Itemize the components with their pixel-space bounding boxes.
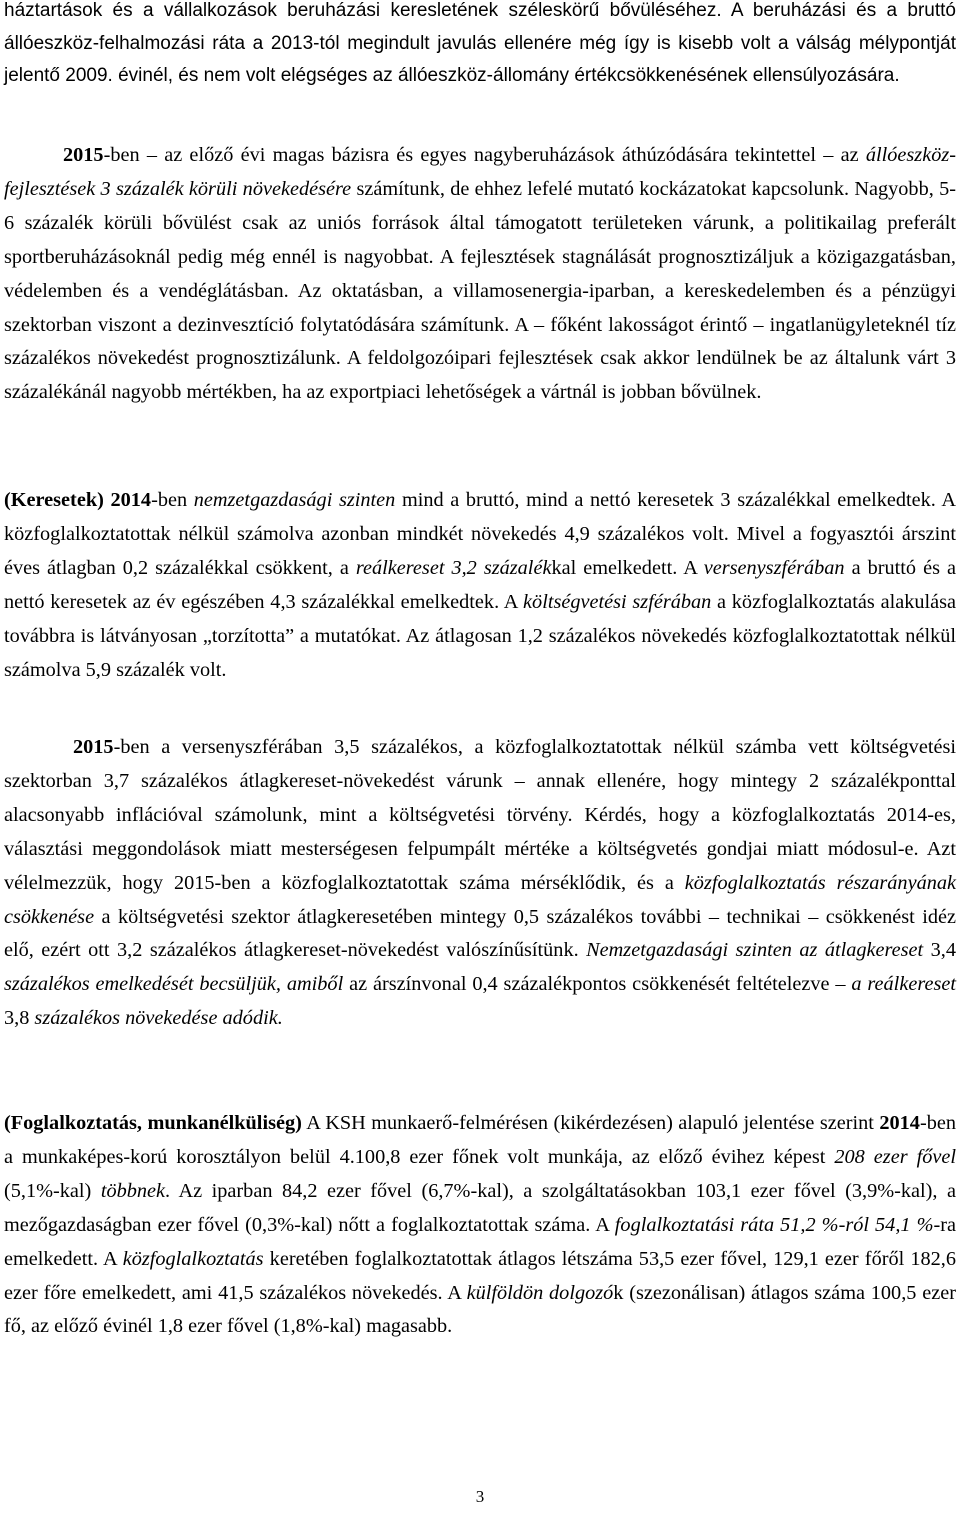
emphasis-text: közfoglalkoztatás: [122, 1247, 264, 1270]
text-span: A KSH munkaerő-felmérésen (kikérdezésen) alapuló jelentése szerint: [301, 1112, 880, 1134]
paragraph-wage-forecast: [4, 731, 956, 1036]
section-heading-employment: (Foglalkoztatás, munkanélküliség): [4, 1112, 302, 1134]
section-heading-wages: (Keresetek): [4, 489, 104, 511]
emphasis-text: közfoglalkoztatás részarányának csökkenése: [4, 871, 956, 928]
text-span: számítunk, de ehhez lefelé mutató kockázatokat kapcsolunk.: [351, 177, 855, 200]
year-2014: 2014: [879, 1112, 920, 1134]
emphasis-text: állóeszköz-fejlesztések 3 százalék körüli növekedésére: [4, 144, 956, 200]
year-2014: 2014: [110, 489, 152, 511]
text-span: -ben a munkaképes-korú korosztályon belül 4.100,8 ezer főnek volt munkája, az előző évihez képest: [4, 1112, 956, 1168]
text-span: -ben – az előző évi magas bázisra és egyes nagyberuházások áthúzódására tekintettel – az: [103, 144, 866, 166]
emphasis-text: 208 ezer fővel: [834, 1145, 956, 1168]
text-span: mind a bruttó, mind a nettó keresetek 3 százalékkal emelkedtek. A közfoglalkoztatottak nélkül számolva azonban mindkét növekedés 4,9 százalékos volt. Mivel a fogyasztói árszint éves átlagban 0,2 százalékkal csökkent, a: [4, 489, 957, 579]
emphasis-text: többnek: [100, 1179, 166, 1202]
text-span: -ben a versenyszférában 3,5 százalékos, a közfoglalkoztatottak nélkül számba vett költségvetési szektorban 3,7 százalékos átlagkereset-növekedést várunk – annak ellenére, hogy mintegy 2 százalékponttal alacsonyabb inflációval számolunk, mint a költségvetési törvény. Kérdés, hogy a közfoglalkoztatás 2014-es, választási meggondolások miatt mesterségesen felpumpált mértéke a költségvetés gondjai miatt módosul-e. Azt vélelmezzük, hogy 2015-ben a közfoglalkoztatottak száma mérséklődik, és a: [4, 736, 956, 894]
year-2015: 2015: [63, 144, 104, 166]
emphasis-text: reálkereset 3,2 százalék: [355, 556, 552, 579]
text-span: a költségvetési szektor átlagkeresetében mintegy 0,5 százalékos további – technikai – csökkenést idéz elő, ezért ott 3,2 százalékos átlagkereset-növekedést valószínűsítünk.: [4, 905, 956, 962]
paragraph-investment-forecast: [4, 139, 956, 410]
text-span: a bruttó és a nettó keresetek az év egészében 4,3 százalékkal emelkedtek. A: [4, 556, 956, 613]
text-span: 3,8: [4, 1007, 35, 1030]
text-span: kal emelkedett. A: [551, 556, 704, 579]
year-2015: 2015: [73, 736, 114, 758]
emphasis-text: Nemzetgazdasági szinten az átlagkereset: [586, 939, 924, 962]
emphasis-text: nemzetgazdasági szinten: [193, 489, 396, 511]
text-span: Nagyobb, 5-6 százalék körüli bővülést csak az uniós források által támogatott területeken várunk, a politikailag preferált sportberuházásoknál pedig még ennél is nagyobbat.: [4, 177, 956, 268]
page-number: 3: [475, 1487, 485, 1506]
text-span: -ra emelkedett. A: [4, 1213, 956, 1270]
paragraph-wages: [4, 484, 956, 687]
emphasis-text: külföldön dolgozó: [466, 1281, 614, 1304]
text-span: k (szezonálisan) átlagos száma 100,5 ezer fő, az előző évinél 1,8 ezer fővel (1,8%-kal) magasabb.: [4, 1281, 956, 1338]
emphasis-text: százalékos növekedése adódik.: [34, 1007, 283, 1030]
paragraph-employment: [4, 1107, 956, 1344]
text-span: (5,1%-kal): [4, 1179, 101, 1202]
text-span: az árszínvonal 0,4 százalékpontos csökkenését feltételezve: [343, 973, 836, 996]
text-span: A fejlesztések stagnálását prognosztizáljuk a közigazgatásban, védelemben és a vendéglátásban. Az oktatásban, a villamosenergia-iparban, a kereskedelemben és a pénzügyi szektorban viszont a dezinvesztíció folytatódására számítunk. A – főként lakosságot érintő – ingatlanügyleteknél tíz százalékos növekedést prognosztizálunk. A feldolgozóipari fejlesztések csak akkor lendülnek be az általunk várt 3 százalékánál nagyobb mértékben, ha az exportpiaci lehetőségek a vártnál is jobban bővülnek.: [4, 245, 956, 404]
text-span: 3,4: [923, 939, 957, 962]
text-span: a közfoglalkoztatás alakulása továbbra is látványosan „torzította” a mutatókat. Az átlagosan 1,2 százalékos növekedés közfoglalkoztatottak nélkül számolva 5,9 százalék volt.: [4, 590, 957, 681]
emphasis-text: versenyszférában: [703, 556, 845, 579]
emphasis-text: százalékos emelkedését becsüljük, amiből: [4, 973, 344, 996]
paragraph-text: háztartások és a vállalkozások beruházási keresletének széleskörű bővüléséhez. A beruházási és a bruttó állóeszköz-felhalmozási ráta a 2013-tól megindult javulás ellenére még így is kisebb volt a válság mélypontját jelentő 2009. évinél, és nem volt elégséges az állóeszköz-állomány értékcsökkenésének ellensúlyozására.: [4, 0, 956, 86]
text-span: . Az iparban 84,2 ezer fővel (6,7%-kal), a szolgáltatásokban 103,1 ezer fővel (3,9%-kal), a mezőgazdaságban ezer fővel (0,3%-kal) nőtt a foglalkoztatottak száma. A: [4, 1179, 956, 1236]
emphasis-text: foglalkoztatási ráta 51,2 %-ról 54,1 %: [614, 1213, 934, 1236]
text-span: keretében foglalkoztatottak átlagos létszáma 53,5 ezer fővel, 129,1 ezer főről 182,6 ezer főre emelkedett, ami 41,5 százalékos növekedés. A: [4, 1247, 956, 1304]
text-span: -ben: [151, 489, 194, 511]
paragraph-investment-demand: [4, 0, 956, 93]
emphasis-text: – a reálkereset: [835, 973, 956, 996]
emphasis-text: költségvetési szférában: [523, 590, 712, 613]
